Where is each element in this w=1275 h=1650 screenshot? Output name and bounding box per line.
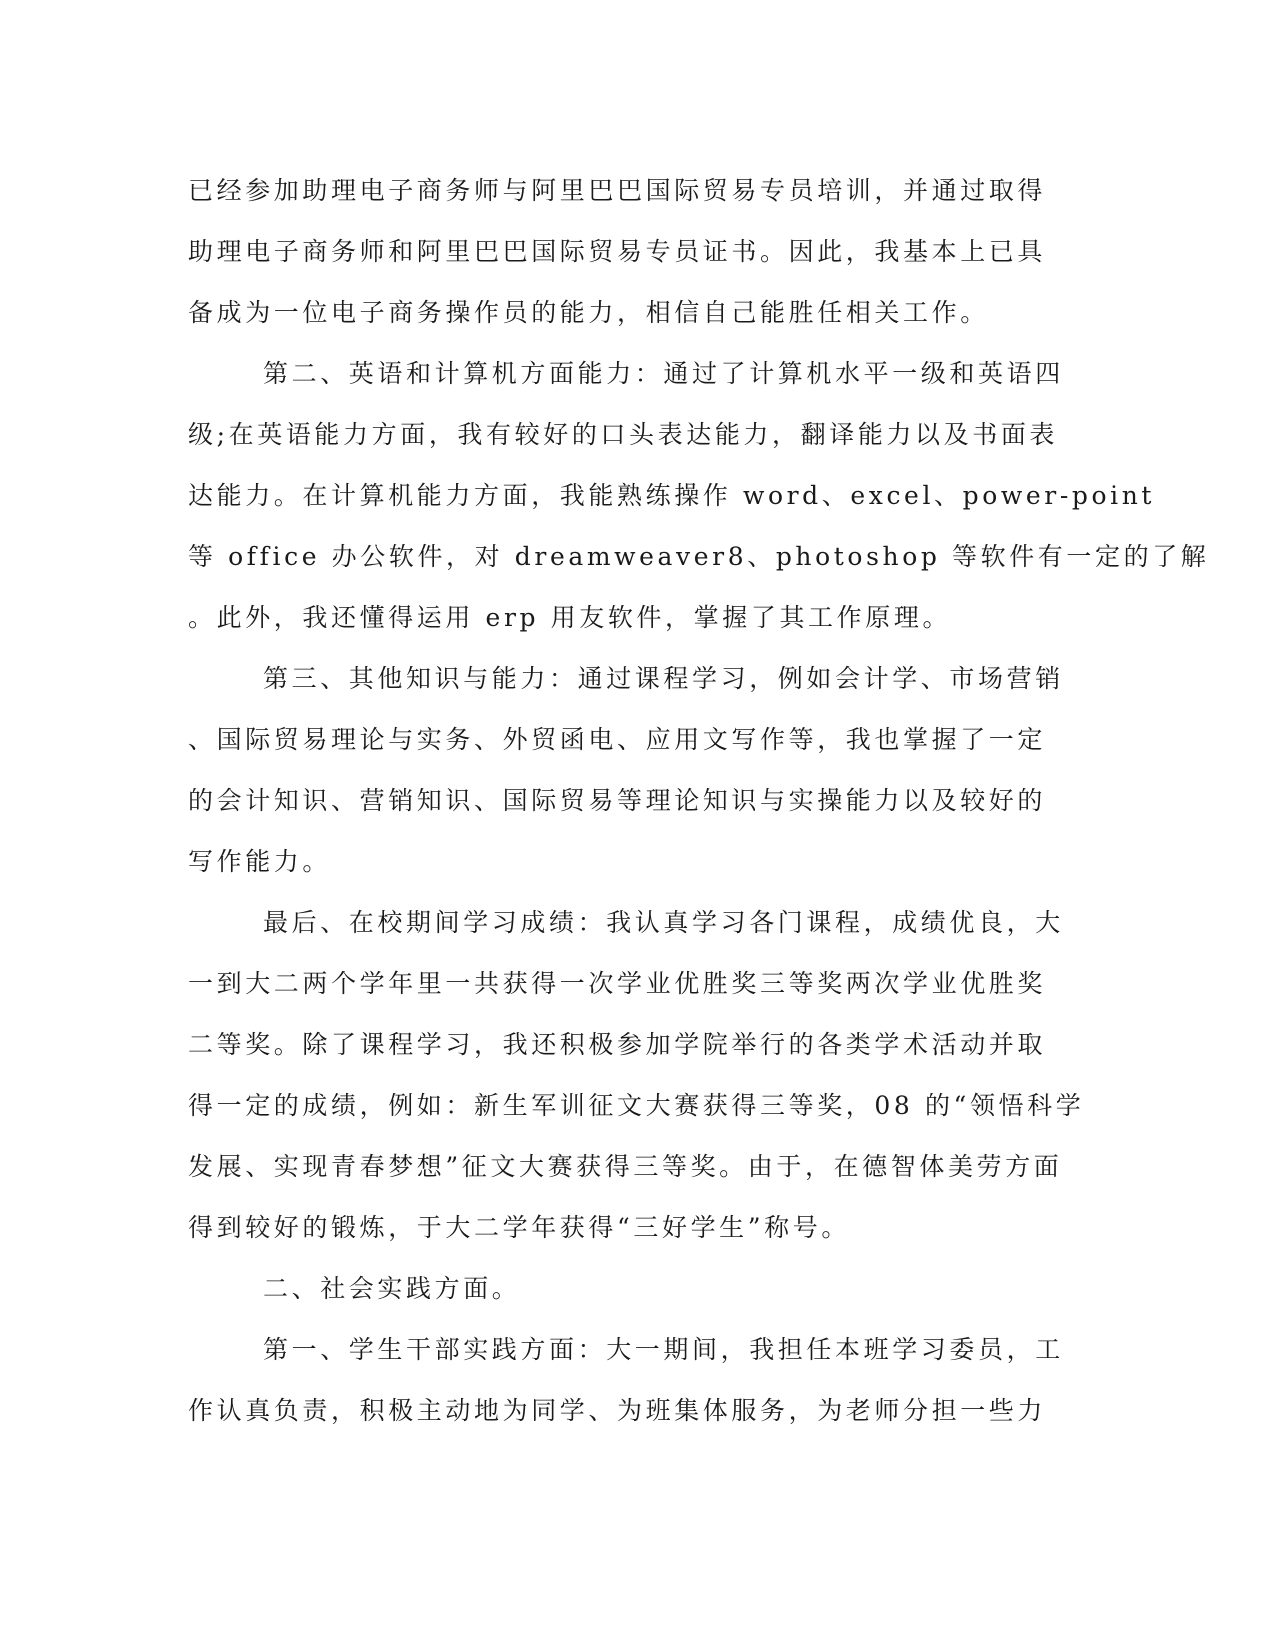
text-line: 一到大二两个学年里一共获得一次学业优胜奖三等奖两次学业优胜奖 [188,969,1047,998]
text-line: 得到较好的锻炼，于大二学年获得“三好学生”称号。 [188,1213,850,1242]
text-line: 、国际贸易理论与实务、外贸函电、应用文写作等，我也掌握了一定 [188,725,1047,754]
text-line: 写作能力。 [188,847,332,876]
text-line: 作认真负责，积极主动地为同学、为班集体服务，为老师分担一些力 [188,1396,1047,1425]
text-line: 第三、其他知识与能力：通过课程学习，例如会计学、市场营销 [263,664,1064,693]
text-line: 达能力。在计算机能力方面，我能熟练操作 word、excel、power-point [188,481,1156,510]
text-line: 。此外，我还懂得运用 erp 用友软件，掌握了其工作原理。 [188,603,952,632]
text-line: 二等奖。除了课程学习，我还积极参加学院举行的各类学术活动并取 [188,1030,1047,1059]
document-body [188,160,1210,1441]
text-line: 最后、在校期间学习成绩：我认真学习各门课程，成绩优良，大 [263,908,1064,937]
text-line: 已经参加助理电子商务师与阿里巴巴国际贸易专员培训，并通过取得 [188,176,1047,205]
text-line: 级;在英语能力方面，我有较好的口头表达能力，翻译能力以及书面表 [188,420,1059,449]
text-line: 助理电子商务师和阿里巴巴国际贸易专员证书。因此，我基本上已具 [188,237,1047,266]
text-line: 第一、学生干部实践方面：大一期间，我担任本班学习委员，工 [263,1335,1064,1364]
text-line: 第二、英语和计算机方面能力：通过了计算机水平一级和英语四 [263,359,1064,388]
text-line: 备成为一位电子商务操作员的能力，相信自己能胜任相关工作。 [188,298,989,327]
section-heading: 二、社会实践方面。 [263,1274,521,1303]
text-line: 发展、实现青春梦想”征文大赛获得三等奖。由于，在德智体美劳方面 [188,1152,1063,1181]
text-line: 的会计知识、营销知识、国际贸易等理论知识与实操能力以及较好的 [188,786,1047,815]
text-line: 得一定的成绩，例如：新生军训征文大赛获得三等奖，08 的“领悟科学 [188,1091,1085,1120]
text-line: 等 office 办公软件，对 dreamweaver8、photoshop 等软件有一定的了解 [188,542,1210,571]
